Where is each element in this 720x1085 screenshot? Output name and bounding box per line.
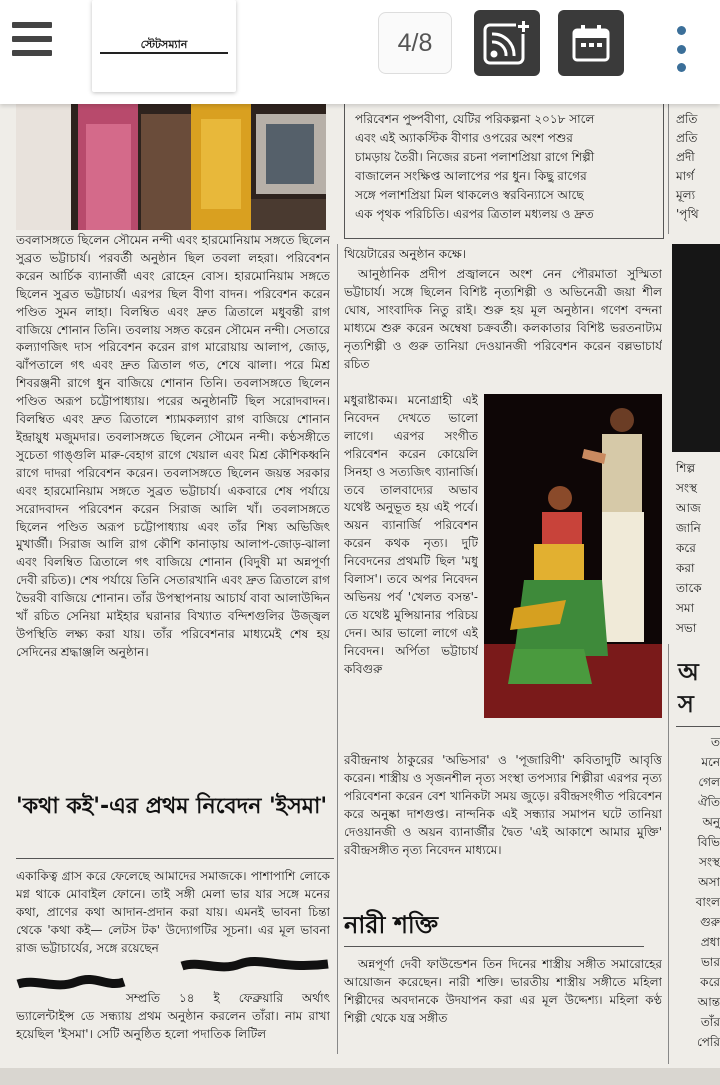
more-vert-icon[interactable] xyxy=(672,26,690,72)
headline-nari-shakti: নারী শক্তি xyxy=(344,911,439,939)
fragment: পেরি xyxy=(696,1035,720,1049)
fragment: মনে xyxy=(701,755,720,769)
cropped-column-bottom xyxy=(678,732,720,1052)
fragment: তাকে xyxy=(676,581,702,595)
app-top-bar xyxy=(0,0,720,104)
fragment: ত xyxy=(710,735,720,749)
fragment: স xyxy=(678,690,694,718)
fragment: ভার xyxy=(700,955,720,969)
fragment: মার্গ xyxy=(676,169,695,183)
cropped-headline xyxy=(678,656,720,720)
rss-add-icon[interactable] xyxy=(474,10,540,76)
fragment: বাংল xyxy=(695,895,720,909)
fragment: অনু xyxy=(702,815,720,829)
newspaper-logo: স্টেটসম্যান xyxy=(100,38,228,54)
article-photo-event xyxy=(16,104,326,230)
fragment: প্রতি xyxy=(676,131,698,145)
fragment: গুরু xyxy=(700,915,720,929)
fragment: মূল্য xyxy=(676,188,696,202)
right-article-line: থিয়েটারের অনুষ্ঠান কক্ষে। xyxy=(344,247,467,261)
top-box-line: পরিবেশন পুষ্পবীণা, যেটির পরিকল্পনা ২০১৮ সালে xyxy=(355,112,595,126)
cropped-column-top xyxy=(676,110,720,224)
fragment: অ xyxy=(678,658,699,686)
top-box-line: সঙ্গে পলাশপ্রিয়া মিল থাকলেও স্বরবিন্যাসে আছে xyxy=(355,188,584,202)
fragment: জানি xyxy=(676,521,701,535)
newspaper-logo-card[interactable] xyxy=(92,0,236,92)
fragment: অসা xyxy=(698,875,720,889)
right-article-body-2: রবীন্দ্রনাথ ঠাকুরের 'অভিসার' ও 'পূজারিণী' কবিতাদুটি আবৃত্তি করেন। শাস্ত্রীয় ও সৃজনশীল নৃত্য সংস্থা তপস্যার শিল্পীরা এরপর নৃত্য পরিবেশনা করেন বেশ খানিকটা সময় জুড়ে। রবীন্দ্রসংগীত পরিবেশন করে অনুষ্কা দাশগুপ্ত। নান্দনিক এই সন্ধ্যার সমাপন ঘটে তানিয়া দেওয়ানজী ও অয়ন ব্যানার্জীর দ্বৈত 'এই আকাশে আমার মুক্তি' রবীন্দ্রসঙ্গীত নৃত্য নিবেদন মাধ্যমে। xyxy=(344,753,662,857)
left-article-body: তবলাসঙ্গতে ছিলেন সৌমেন নন্দী এবং হারমোনিয়াম সঙ্গতে ছিলেন সুব্রত ভট্টাচার্য। পরবর্তী অনুষ্ঠান ছিল তবলা লহরা। পরিবেশন করেন আর্চিক ব্যানার্জী এবং রোহেন বোস। হারমোনিয়াম সঙ্গতে ছিলেন সুব্রত ভট্টাচার্য। এরপর ছিল বীণা বাদন। পরিবেশন করেন পণ্ডিত সুমন লাহা। বিলম্বিত এবং দ্রুত ত্রিতালে মধুবন্তী রাগ বাজিয়ে শোনান তিনি। তবলায় সঙ্গত করেন সৌমেন নন্দী। সেতারে কল্যাণজিৎ দাস পরিবেশন করেন রাগ মারোয়ায় আলাপ, জোড়, ঝাঁপতালে গৎ এবং দ্রুত ত্রিতাল গত, শেষে ঝালা। পরে মিশ্র শিবরঞ্জনী রাগে ধুন বাজিয়ে শোনান তিনি। তবলাসঙ্গতে ছিলেন পণ্ডিত অরূপ চট্টোপাধ্যায়। পরের অনুষ্ঠানটি ছিল সরোদবাদন। বিলম্বিত এবং দ্রুত ত্রিতালে শ্যামকল্যাণ রাগ বাজিয়ে শোনান ইন্দ্রায়ুধ মজুমদার। তবলাসঙ্গতে ছিলেন সৌমেন নন্দী। কণ্ঠসঙ্গীতে সুচেতা গাঙ্গুলি মারু-বেহাগ রাগে খেয়াল এবং মিশ্র কৌশিকধ্বনি রাগে দাদরা পরিবেশন করেন। তবলাসঙ্গতে ছিলেন জয়ন্ত সরকার এবং হারমোনিয়াম সঙ্গতে সুব্রত ভট্টাচার্য। একবারে শেষ পর্যায়ে সরোদবাদন পরিবেশন করেন সিরাজ আলি খাঁ। তবলাসঙ্গতে ছিলেন পণ্ডিত অরূপ চট্টোপাধ্যায় এবং তাঁর শিষ্য অভিজিৎ মুখার্জী। সিরাজ আলি রাগ কৌশি কানাড়ায় আলাপ-জোড়-ঝালা এবং বিলম্বিত ত্রিতালে গৎ বাজিয়ে শোনান (বিদুষী মা অন্নপূর্ণা দেবী রচিত)। শেষ পর্যায়ে তিনি সেতারখানি এবং দ্রুত ত্রিতালে রাগ ভৈরবী বাজিয়ে শোনান। তাঁর উপস্থাপনায় আচার্য বাবা আলাউদ্দিন খাঁ রচিত সেনিয়া মাইহার ঘরানার বিখ্যাত বন্দিশগুলির উজ্জ্বল উপস্থিতি লক্ষ্য করা যায়। তাঁর পরিবেশনার মাধ্যমেই শেষ হয় সেদিনের শ্রদ্ধাঞ্জলি অনুষ্ঠান। xyxy=(16,233,330,659)
fragment: সমা xyxy=(676,601,695,615)
headline-ismaa: 'কথা কই'-এর প্রথম নিবেদন 'ইসমা' xyxy=(16,794,328,819)
right-article-narrow: মধুরাষ্টাকম। মনোগ্রাহী এই নিবেদন দেখতে ভালো লাগে। এরপর সংগীত পরিবেশন করেন কোয়েলি সিনহা ও সত্যজিৎ ব্যানার্জি। তবে তালবাদ্যের অভাব যথেষ্ট অনুভূত হয় এই পর্বে। অয়ন ব্যানার্জি পরিবেশন করেন কথক নৃত্য। দুটি নিবেদনের প্রথমটি ছিল 'মধু বিলাস'। তবে অপর নিবেদন অভিনয় পর্ব 'খেলত বসন্ত'-তে যথেষ্ট মুন্সিয়ানার পরিচয় দেন। আর ভালো লাগে এই নিবেদন। অর্পিতা ভট্টাচার্য কবিগুরু xyxy=(344,393,478,676)
newspaper-page[interactable] xyxy=(0,104,720,1085)
nari-shakti-body: অন্নপূর্ণা দেবী ফাউন্ডেশন তিন দিনের শাস্ত্রীয় সঙ্গীত সমারোহের আয়োজন করেছেন। নারী শক্তি। ভারতীয় শাস্ত্রীয় সঙ্গীতে মহিলা শিল্পীদের অবদানকে উদযাপন করা এর মূল উদ্দেশ্য। মহিলা কণ্ঠ শিল্পী থেকে যন্ত্র সঙ্গীত xyxy=(344,957,662,1025)
ismaa-article-body: সম্প্রতি ১৪ ই ফেব্রুয়ারি অর্থাৎ ভ্যালেন্টাইন্স ডে সন্ধ্যায় প্রথম অনুষ্ঠান করলেন তাঁরা। নাম রাখা হয়েছিল 'ইসমা'। সেটি অনুষ্ঠিত হলো পদাতিক লিটিল xyxy=(16,991,330,1041)
fragment: প্রধা xyxy=(700,935,720,949)
top-box-line: বাজালেন সংক্ষিপ্ত আলাপের পর ধুন। কিছু রাগের xyxy=(355,169,587,183)
cropped-photo xyxy=(672,244,720,452)
fragment: করা xyxy=(676,561,695,575)
headline-rule xyxy=(344,946,644,947)
fragment: প্রতি xyxy=(676,112,698,126)
cropped-column-middle xyxy=(676,458,720,638)
page-bottom-edge xyxy=(0,1068,720,1085)
top-box-line: এক পৃথক পরিচিতি। এরপর ত্রিতাল মধ্যলয় ও দ্রুত xyxy=(355,207,594,221)
fragment: করে xyxy=(700,975,720,989)
fragment: আন্ত xyxy=(697,995,720,1009)
article-photo-dancers xyxy=(484,394,662,718)
fragment: সংস্থ xyxy=(676,481,698,495)
column-divider xyxy=(668,104,669,234)
calendar-icon[interactable] xyxy=(558,10,624,76)
page-indicator[interactable]: 4/8 xyxy=(378,12,452,74)
fragment: প্রদী xyxy=(676,150,695,164)
top-box-line: চামড়ায় তৈরী। নিজের রচনা পলাশপ্রিয়া রাগে শিল্পী xyxy=(355,150,595,164)
headline-rule xyxy=(16,858,334,859)
fragment: ঐতি xyxy=(697,795,720,809)
fragment: শিল্প xyxy=(676,461,696,475)
menu-icon[interactable] xyxy=(12,22,52,56)
fragment: গেল xyxy=(698,775,720,789)
column-divider xyxy=(668,644,669,1064)
column-divider xyxy=(337,244,338,1054)
top-box-line: এবং এই অ্যাকস্টিক বীণার ওপরের অংশ পশুর xyxy=(355,131,573,145)
fragment: করে xyxy=(676,541,696,555)
fragment: তাঁর xyxy=(700,1015,720,1029)
article-top-box xyxy=(344,104,664,239)
fragment: আজ xyxy=(676,501,701,515)
ismaa-article-intro: একাকিত্ব গ্রাস করে ফেলেছে আমাদের সমাজকে। পাশাপাশি লোকে মগ্ন থাকে মোবাইল ফোনে। তাই সঙ্গী মেলা ভার যার সঙ্গে মনের কথা, প্রাণের কথা আদান-প্রদান করা যায়। এমনই ভাবনা চিন্তা থেকে 'কথা কই— লেটস টক' উদ্যোগটির সূচনা। এর মূল ভাবনা রাজ ভট্টাচার্যের, সঙ্গে রয়েছেন xyxy=(16,869,330,955)
redaction-scribble xyxy=(180,956,330,978)
fragment: সভা xyxy=(676,621,697,635)
headline-rule xyxy=(676,726,720,727)
right-article-body: আনুষ্ঠানিক প্রদীপ প্রজ্বালনে অংশ নেন পৌরমাতা সুস্মিতা ভট্টাচার্য। সঙ্গে ছিলেন বিশিষ্ট নৃত্যশিল্পী ও অভিনেত্রী জয়া শীল ঘোষ, সাংবাদিক নিতু রাই। শুরু হয় মূল অনুষ্ঠান। গণেশ বন্দনা মাধ্যমে শুরু করেন অম্বেষা চক্রবর্তী। কলকাতার বিশিষ্ট ভরতনাট্যম নৃত্যশিল্পী ও গুরু তানিয়া দেওয়ানজী পরিবেশন করেন বল্লভাচার্য রচিত xyxy=(344,267,662,371)
fragment: 'পৃথি xyxy=(676,207,699,221)
fragment: বিভি xyxy=(697,835,720,849)
fragment: সংস্থ xyxy=(698,855,720,869)
